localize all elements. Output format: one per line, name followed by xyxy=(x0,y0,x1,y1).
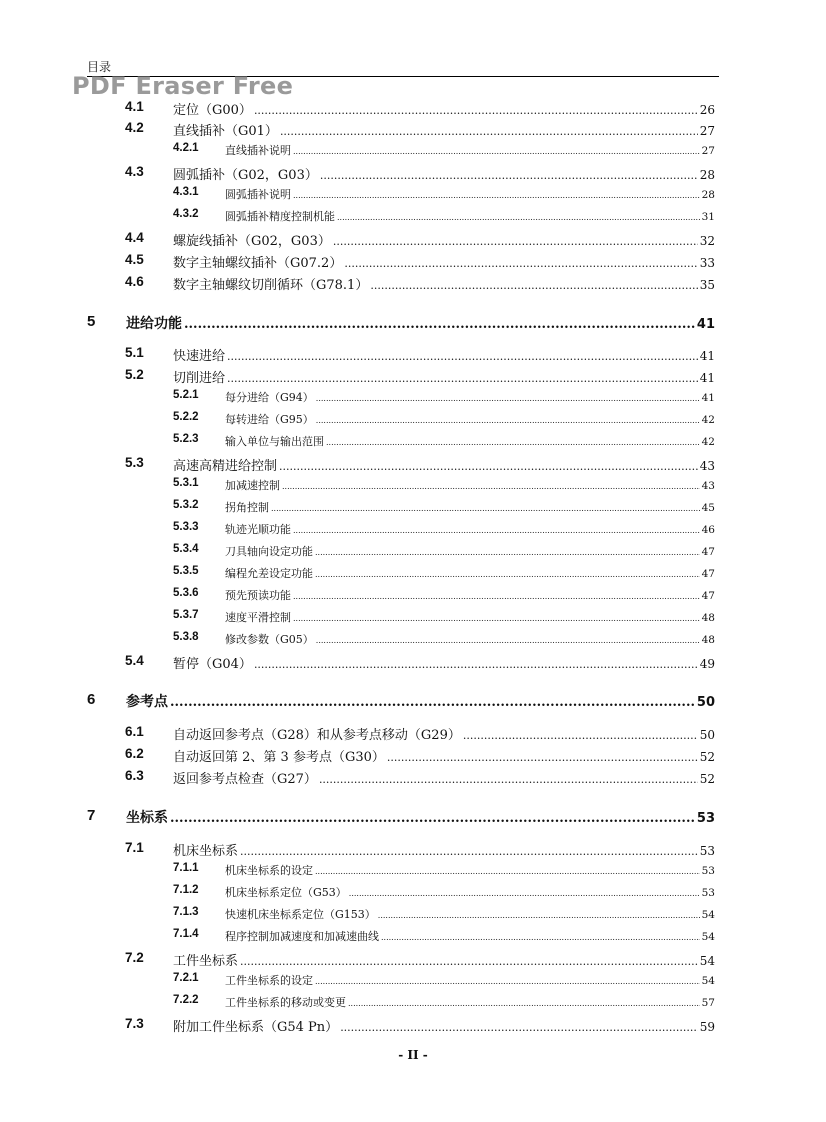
toc-entry-page-number: 27 xyxy=(701,145,715,157)
toc-entry-title: 数字主轴螺纹插补（G07.2） xyxy=(173,256,343,271)
toc-entry-page-number: 53 xyxy=(701,865,715,877)
toc-dot-leader xyxy=(293,614,700,623)
toc-entry-number: 5 xyxy=(87,313,96,330)
toc-section-row[interactable] xyxy=(0,345,715,364)
toc-entry-number: 4.2.1 xyxy=(173,142,199,154)
toc-entry-number: 5.3.7 xyxy=(173,609,199,621)
toc-dot-leader xyxy=(170,811,695,826)
toc-entry-title: 加减速控制 xyxy=(225,479,280,492)
toc-dot-leader xyxy=(344,257,697,270)
toc-entry-title: 圆弧插补精度控制机能 xyxy=(225,210,335,223)
toc-entry-number: 7.2.2 xyxy=(173,994,199,1006)
toc-dot-leader xyxy=(349,889,700,898)
toc-dot-leader xyxy=(282,482,700,491)
toc-entry-number: 5.3.4 xyxy=(173,543,199,555)
toc-entry-title: 工件坐标系的移动或变更 xyxy=(225,996,346,1009)
toc-subsection-row[interactable] xyxy=(0,609,715,625)
toc-subsection-row[interactable] xyxy=(0,186,715,202)
toc-entry-number: 5.3.2 xyxy=(173,499,199,511)
toc-entry-page-number: 54 xyxy=(701,909,715,921)
toc-subsection-row[interactable] xyxy=(0,521,715,537)
toc-dot-leader xyxy=(340,1021,698,1034)
toc-dot-leader xyxy=(293,592,700,601)
toc-dot-leader xyxy=(170,695,695,710)
toc-dot-leader xyxy=(227,372,698,385)
toc-entry-number: 5.3 xyxy=(125,455,144,470)
toc-entry-number: 7.1.1 xyxy=(173,862,199,874)
toc-entry-number: 7 xyxy=(87,807,96,824)
toc-entry-number: 4.3.2 xyxy=(173,208,199,220)
toc-dot-leader xyxy=(348,999,700,1008)
toc-entry-page-number: 43 xyxy=(701,480,715,492)
toc-section-row[interactable] xyxy=(0,230,715,249)
toc-subsection-row[interactable] xyxy=(0,994,715,1010)
toc-dot-leader xyxy=(370,279,697,292)
toc-subsection-row[interactable] xyxy=(0,433,715,449)
toc-entry-title: 快速机床坐标系定位（G153） xyxy=(225,908,376,921)
toc-entry-page-number: 52 xyxy=(699,750,715,764)
toc-subsection-row[interactable] xyxy=(0,543,715,559)
toc-entry-title: 圆弧插补（G02，G03） xyxy=(173,168,318,183)
toc-entry-page-number: 32 xyxy=(699,234,715,248)
toc-subsection-row[interactable] xyxy=(0,499,715,515)
toc-dot-leader xyxy=(315,548,700,557)
toc-chapter-row[interactable] xyxy=(0,807,715,827)
toc-entry-page-number: 53 xyxy=(701,887,715,899)
toc-entry-number: 6 xyxy=(87,691,96,708)
toc-entry-number: 5.3.5 xyxy=(173,565,199,577)
toc-entry-page-number: 31 xyxy=(701,211,715,223)
toc-entry-number: 6.3 xyxy=(125,768,144,783)
toc-entry-title: 每分进给（G94） xyxy=(225,391,314,404)
toc-subsection-row[interactable] xyxy=(0,565,715,581)
toc-entry-page-number: 45 xyxy=(701,502,715,514)
toc-entry-title: 快速进给 xyxy=(173,349,226,364)
toc-entry-page-number: 47 xyxy=(701,568,715,580)
toc-entry-page-number: 54 xyxy=(701,931,715,943)
toc-entry-page-number: 52 xyxy=(699,772,715,786)
toc-entry-title: 刀具轴向设定功能 xyxy=(225,545,313,558)
toc-section-row[interactable] xyxy=(0,455,715,474)
toc-section-row[interactable] xyxy=(0,768,715,787)
toc-entry-page-number: 41 xyxy=(699,371,715,385)
toc-subsection-row[interactable] xyxy=(0,884,715,900)
running-header-title: 目录 xyxy=(87,60,112,74)
toc-subsection-row[interactable] xyxy=(0,972,715,988)
toc-entry-page-number: 41 xyxy=(696,317,715,332)
toc-entry-page-number: 50 xyxy=(699,728,715,742)
toc-entry-number: 7.1.2 xyxy=(173,884,199,896)
toc-entry-title: 直线插补（G01） xyxy=(173,124,278,139)
toc-entry-page-number: 35 xyxy=(699,278,715,292)
toc-entry-number: 5.3.1 xyxy=(173,477,199,489)
toc-subsection-row[interactable] xyxy=(0,411,715,427)
toc-entry-page-number: 47 xyxy=(701,590,715,602)
toc-dot-leader xyxy=(271,504,700,513)
toc-entry-number: 7.1.3 xyxy=(173,906,199,918)
toc-entry-title: 自动返回参考点（G28）和从参考点移动（G29） xyxy=(173,728,461,743)
toc-entry-number: 5.2.1 xyxy=(173,389,199,401)
toc-entry-title: 切削进给 xyxy=(173,371,226,386)
toc-entry-page-number: 48 xyxy=(701,634,715,646)
toc-dot-leader xyxy=(293,191,700,200)
toc-dot-leader xyxy=(315,570,700,579)
toc-entry-title: 工件坐标系的设定 xyxy=(225,974,313,987)
toc-entry-page-number: 50 xyxy=(696,695,715,710)
toc-dot-leader xyxy=(293,147,700,156)
toc-entry-page-number: 49 xyxy=(699,657,715,671)
toc-section-row[interactable] xyxy=(0,252,715,271)
toc-dot-leader xyxy=(337,213,700,222)
toc-section-row[interactable] xyxy=(0,1016,715,1035)
toc-entry-number: 5.3.3 xyxy=(173,521,199,533)
toc-dot-leader xyxy=(387,751,698,764)
toc-entry-title: 坐标系 xyxy=(126,810,168,826)
toc-entry-title: 定位（G00） xyxy=(173,103,252,118)
toc-section-row[interactable] xyxy=(0,746,715,765)
toc-subsection-row[interactable] xyxy=(0,631,715,647)
toc-entry-title: 输入单位与输出范围 xyxy=(225,435,324,448)
toc-subsection-row[interactable] xyxy=(0,906,715,922)
toc-dot-leader xyxy=(315,867,700,876)
toc-dot-leader xyxy=(184,317,695,332)
toc-entry-title: 工件坐标系 xyxy=(173,954,239,969)
toc-entry-page-number: 28 xyxy=(701,189,715,201)
toc-entry-title: 拐角控制 xyxy=(225,501,269,514)
toc-section-row[interactable] xyxy=(0,367,715,386)
toc-entry-page-number: 41 xyxy=(701,392,715,404)
toc-entry-number: 4.3.1 xyxy=(173,186,199,198)
toc-entry-number: 7.2.1 xyxy=(173,972,199,984)
toc-subsection-row[interactable] xyxy=(0,862,715,878)
toc-entry-page-number: 28 xyxy=(699,168,715,182)
toc-entry-number: 5.2.3 xyxy=(173,433,199,445)
toc-entry-title: 速度平滑控制 xyxy=(225,611,291,624)
toc-subsection-row[interactable] xyxy=(0,389,715,405)
toc-entry-title: 参考点 xyxy=(126,694,168,710)
toc-entry-page-number: 42 xyxy=(701,436,715,448)
toc-entry-title: 附加工件坐标系（G54 Pn） xyxy=(173,1020,339,1035)
toc-entry-title: 圆弧插补说明 xyxy=(225,188,291,201)
toc-section-row[interactable] xyxy=(0,950,715,969)
toc-dot-leader xyxy=(315,977,700,986)
toc-entry-page-number: 48 xyxy=(701,612,715,624)
toc-entry-title: 直线插补说明 xyxy=(225,144,291,157)
toc-entry-number: 5.3.6 xyxy=(173,587,199,599)
toc-entry-page-number: 26 xyxy=(699,103,715,117)
toc-dot-leader xyxy=(333,235,698,248)
toc-section-row[interactable] xyxy=(0,120,715,139)
watermark-text: PDF Eraser Free xyxy=(72,72,294,100)
toc-entry-page-number: 53 xyxy=(696,811,715,826)
toc-dot-leader xyxy=(254,104,698,117)
toc-entry-page-number: 47 xyxy=(701,546,715,558)
toc-entry-number: 5.2 xyxy=(125,367,144,382)
toc-entry-page-number: 53 xyxy=(699,844,715,858)
toc-dot-leader xyxy=(280,125,698,138)
toc-entry-title: 机床坐标系的设定 xyxy=(225,864,313,877)
toc-dot-leader xyxy=(279,460,698,473)
toc-entry-page-number: 46 xyxy=(701,524,715,536)
toc-entry-title: 螺旋线插补（G02，G03） xyxy=(173,234,331,249)
toc-dot-leader xyxy=(320,169,698,182)
toc-dot-leader xyxy=(381,933,700,942)
toc-entry-number: 7.3 xyxy=(125,1016,144,1031)
toc-entry-number: 7.1 xyxy=(125,840,144,855)
toc-entry-number: 6.1 xyxy=(125,724,144,739)
toc-entry-number: 5.4 xyxy=(125,653,144,668)
toc-dot-leader xyxy=(326,438,700,447)
toc-entry-title: 高速高精进给控制 xyxy=(173,459,278,474)
toc-section-row[interactable] xyxy=(0,724,715,743)
toc-dot-leader xyxy=(316,394,700,403)
toc-entry-page-number: 54 xyxy=(701,975,715,987)
toc-entry-number: 4.2 xyxy=(125,120,144,135)
toc-chapter-row[interactable] xyxy=(0,691,715,711)
toc-dot-leader xyxy=(463,729,698,742)
toc-entry-title: 机床坐标系定位（G53） xyxy=(225,886,347,899)
toc-subsection-row[interactable] xyxy=(0,477,715,493)
toc-entry-number: 5.2.2 xyxy=(173,411,199,423)
toc-entry-page-number: 41 xyxy=(699,349,715,363)
toc-subsection-row[interactable] xyxy=(0,142,715,158)
toc-entry-number: 7.2 xyxy=(125,950,144,965)
toc-subsection-row[interactable] xyxy=(0,208,715,224)
toc-entry-number: 5.3.8 xyxy=(173,631,199,643)
toc-entry-number: 4.1 xyxy=(125,99,144,114)
toc-entry-title: 暂停（G04） xyxy=(173,657,252,672)
toc-entry-title: 进给功能 xyxy=(126,316,182,332)
page-footer-number: - II - xyxy=(398,1048,428,1062)
toc-entry-page-number: 33 xyxy=(699,256,715,270)
toc-entry-number: 4.6 xyxy=(125,274,144,289)
toc-section-row[interactable] xyxy=(0,840,715,859)
toc-dot-leader xyxy=(240,955,698,968)
toc-entry-title: 数字主轴螺纹切削循环（G78.1） xyxy=(173,278,369,293)
toc-dot-leader xyxy=(240,845,698,858)
toc-entry-page-number: 42 xyxy=(701,414,715,426)
toc-entry-title: 每转进给（G95） xyxy=(225,413,314,426)
toc-dot-leader xyxy=(254,658,698,671)
toc-entry-number: 4.4 xyxy=(125,230,144,245)
toc-entry-title: 轨迹光顺功能 xyxy=(225,523,291,536)
toc-section-row[interactable] xyxy=(0,164,715,183)
toc-subsection-row[interactable] xyxy=(0,928,715,944)
toc-entry-title: 机床坐标系 xyxy=(173,844,239,859)
toc-entry-title: 返回参考点检查（G27） xyxy=(173,772,317,787)
toc-entry-title: 程序控制加减速度和加减速曲线 xyxy=(225,930,379,943)
toc-entry-page-number: 27 xyxy=(699,124,715,138)
toc-entry-page-number: 57 xyxy=(701,997,715,1009)
toc-dot-leader xyxy=(316,636,700,645)
toc-entry-page-number: 43 xyxy=(699,459,715,473)
toc-dot-leader xyxy=(293,526,700,535)
toc-dot-leader xyxy=(316,416,700,425)
toc-dot-leader xyxy=(319,773,698,786)
toc-entry-number: 5.1 xyxy=(125,345,144,360)
toc-dot-leader xyxy=(227,350,698,363)
toc-entry-title: 自动返回第 2、第 3 参考点（G30） xyxy=(173,750,385,765)
toc-section-row[interactable] xyxy=(0,99,715,118)
toc-subsection-row[interactable] xyxy=(0,587,715,603)
toc-entry-page-number: 59 xyxy=(699,1020,715,1034)
toc-entry-number: 6.2 xyxy=(125,746,144,761)
toc-dot-leader xyxy=(378,911,700,920)
toc-entry-page-number: 54 xyxy=(699,954,715,968)
toc-entry-number: 4.5 xyxy=(125,252,144,267)
toc-entry-number: 4.3 xyxy=(125,164,144,179)
toc-entry-title: 修改参数（G05） xyxy=(225,633,314,646)
toc-entry-title: 编程允差设定功能 xyxy=(225,567,313,580)
toc-entry-number: 7.1.4 xyxy=(173,928,199,940)
toc-entry-title: 预先预读功能 xyxy=(225,589,291,602)
toc-chapter-row[interactable] xyxy=(0,313,715,333)
toc-section-row[interactable] xyxy=(0,274,715,293)
toc-section-row[interactable] xyxy=(0,653,715,672)
